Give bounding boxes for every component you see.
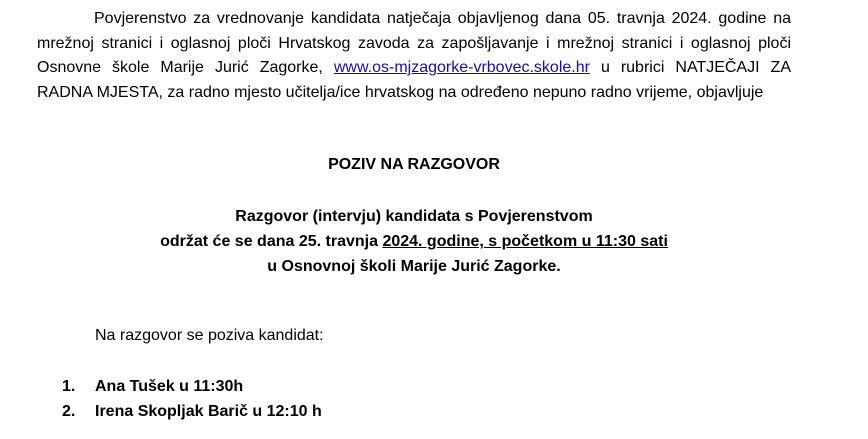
list-item-text: Ana Tušek u 11:30h (95, 378, 244, 395)
details-line-1: Razgovor (intervju) kandidata s Povjerenstvom (235, 208, 593, 225)
list-item (62, 399, 322, 424)
list-item (62, 374, 322, 399)
intro-text-before-link: Povjerenstvo za vrednovanje kandidata natječaja objavljenog dana 05. travnja 2024. godine na mrežnoj stranici i oglasnoj ploči Hrvatskog zavoda za zapošljavanje i mrežnoj stranici i oglasnoj ploči Osnovne škole Marije Jurić Zagorke, (37, 10, 791, 76)
school-website-link[interactable]: www.os-mjzagorke-vrbovec.skole.hr (333, 59, 590, 76)
list-item-number: 2. (62, 403, 76, 420)
candidate-list (62, 374, 322, 424)
details-line-2-plain: održat će se dana 25. travnja (160, 233, 378, 250)
list-item-number: 1. (62, 378, 76, 395)
document-heading: POZIV NA RAZGOVOR (328, 156, 500, 173)
intro-text-after-link: u rubrici NATJEČAJI ZA RADNA MJESTA, za radno mjesto učitelja/ice hrvatskog na određeno nepuno radno vrijeme, objavljuje (37, 59, 791, 101)
invite-text: Na razgovor se poziva kandidat: (95, 327, 324, 344)
list-item-text: Irena Skopljak Barič u 12:10 h (95, 403, 322, 420)
details-line-2-underlined: 2024. godine, s početkom u 11:30 sati (382, 233, 668, 250)
interview-details (0, 204, 828, 279)
details-line-3: u Osnovnoj školi Marije Jurić Zagorke. (267, 258, 561, 275)
intro-paragraph (37, 7, 791, 105)
